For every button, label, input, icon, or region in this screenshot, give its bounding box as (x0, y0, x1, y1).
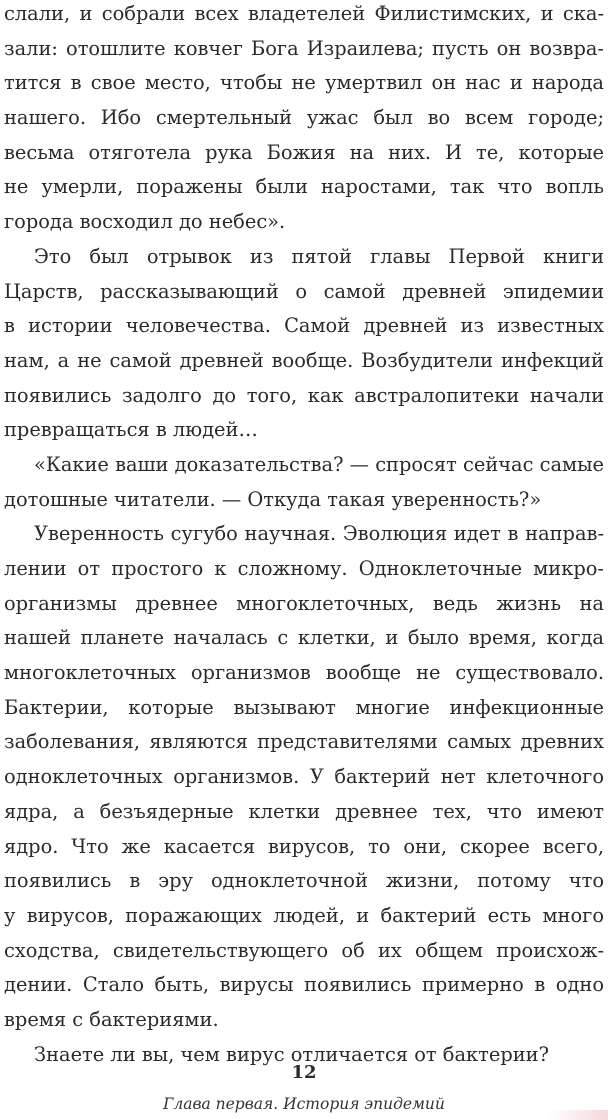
text-line: Царств, рассказывающий о самой древней эпидемии (4, 279, 604, 303)
text-line: заболевания, являются представителями самых древних (4, 730, 604, 754)
text-line: одноклеточных организмов. У бактерий нет клеточного (4, 765, 604, 789)
page-corner-mark (548, 1110, 608, 1120)
text-line: Бактерии, которые вызывают многие инфекционные (4, 695, 604, 719)
text-line: ядра, а безъядерные клетки древнее тех, что имеют (4, 799, 604, 823)
text-line: Знаете ли вы, чем вирус отличается от бактерии? (34, 1042, 549, 1066)
text-line: появились задолго до того, как австралопитеки начали (4, 383, 604, 407)
text-line: тится в свое место, чтобы не умертвил он нас и народа (4, 71, 604, 95)
text-line: лении от простого к сложному. Одноклеточные микро- (4, 557, 604, 580)
text-line: дотошные читатели. — Откуда такая уверенность?» (4, 487, 542, 511)
text-line: слали, и собрали всех владетелей Филистимских, и ска- (4, 2, 604, 25)
text-line: не умерли, поражены были наростами, так что вопль (4, 175, 604, 199)
text-line: в истории человечества. Самой древней из известных (4, 314, 604, 338)
text-line: города восходил до небес». (4, 210, 286, 234)
text-line: зали: отошлите ковчег Бога Израилева; пусть он возвра- (4, 36, 604, 60)
body-text (4, 0, 604, 1072)
text-line: появились в эру одноклеточной жизни, потому что (4, 869, 604, 893)
page-number: 12 (291, 1062, 317, 1083)
text-line: многоклеточных организмов вообще не существовало. (4, 661, 604, 685)
text-line: сходства, свидетельствующего об их общем происхож- (4, 938, 604, 962)
text-line: у вирусов, поражающих людей, и бактерий есть много (4, 903, 604, 927)
text-line: нашей планете началась с клетки, и было время, когда (4, 626, 604, 650)
text-line: время с бактериями. (4, 1007, 219, 1031)
text-line: ядро. Что же касается вирусов, то они, скорее всего, (4, 834, 604, 858)
text-line: нашего. Ибо смертельный ужас был во всем городе; (4, 106, 604, 130)
text-line: дении. Стало быть, вирусы появились примерно в одно (4, 973, 604, 997)
text-line: нам, а не самой древней вообще. Возбудители инфекций (4, 348, 604, 372)
text-line: превращаться в людей… (4, 418, 258, 442)
text-line: весьма отяготела рука Божия на них. И те, которые (4, 140, 604, 164)
text-line: Уверенность сугубо научная. Эволюция идет в направ- (34, 522, 604, 546)
text-line: Это был отрывок из пятой главы Первой книги (34, 244, 604, 268)
text-line: «Какие ваши доказательства? — спросят сейчас самые (34, 452, 604, 476)
text-line: организмы древнее многоклеточных, ведь жизнь на (4, 591, 604, 615)
running-footer: Глава первая. История эпидемий (163, 1095, 445, 1113)
